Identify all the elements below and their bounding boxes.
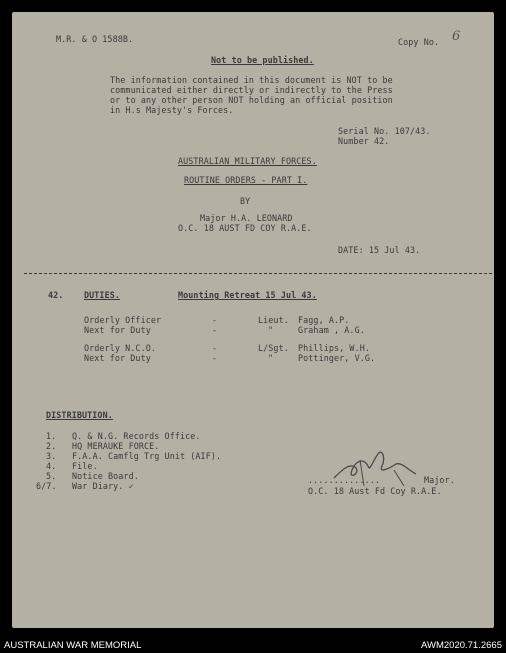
duty-dash: - — [212, 325, 218, 335]
distribution-no: 1. — [46, 431, 57, 441]
signature-leader: .............. — [308, 475, 380, 485]
force-heading: AUSTRALIAN MILITARY FORCES. — [178, 156, 317, 166]
duty-dash: - — [212, 315, 218, 325]
serial-number: Serial No. 107/43. — [338, 126, 431, 136]
duty-name: Phillips, W.H. — [298, 343, 370, 353]
distribution-no: 2. — [46, 441, 57, 451]
order-number: Number 42. — [338, 136, 390, 146]
by-label: BY — [240, 196, 251, 206]
distribution-no: 6/7. — [36, 481, 57, 491]
not-to-be-published-title: Not to be published. — [211, 55, 314, 65]
issuing-officer: Major H.A. LEONARD — [200, 213, 293, 223]
signatory-unit: O.C. 18 Aust Fd Coy R.A.E. — [308, 486, 442, 496]
archive-credit: AUSTRALIAN WAR MEMORIAL — [4, 640, 142, 651]
duty-dash: - — [212, 353, 218, 363]
duty-role: Orderly Officer — [84, 315, 162, 325]
distribution-item: Q. & N.G. Records Office. — [72, 431, 201, 441]
duty-role: Next for Duty — [84, 353, 151, 363]
item-number: 42. — [48, 290, 64, 300]
duty-rank: Lieut. — [258, 315, 289, 325]
distribution-item: F.A.A. Camflg Trg Unit (AIF). — [72, 451, 222, 461]
separator-line — [24, 273, 492, 274]
copy-number-value: 6 — [452, 29, 461, 44]
distribution-no: 5. — [46, 471, 57, 481]
duty-rank: " — [268, 325, 274, 335]
duty-rank: " — [268, 353, 274, 363]
notice-line-2: communicated either directly or indirectly to the Press — [110, 85, 393, 95]
order-date: DATE: 15 Jul 43. — [338, 245, 421, 255]
notice-line-1: The information contained in this document is NOT to be — [110, 75, 393, 85]
form-reference: M.R. & O 1588B. — [56, 34, 134, 44]
signatory-rank: Major. — [424, 475, 455, 485]
distribution-item: War Diary. ✓ — [72, 481, 134, 491]
distribution-no: 3. — [46, 451, 57, 461]
copy-number-label: Copy No. — [398, 37, 440, 47]
duty-name: Pottinger, V.G. — [298, 353, 376, 363]
notice-line-3: or to any other person NOT holding an official position — [110, 95, 393, 105]
distribution-item: Notice Board. — [72, 471, 139, 481]
duty-rank: L/Sgt. — [258, 343, 289, 353]
mounting-retreat: Mounting Retreat 15 Jul 43. — [178, 290, 317, 300]
distribution-item: HQ MERAUKE FORCE. — [72, 441, 160, 451]
duty-name: Fagg, A.P. — [298, 315, 350, 325]
distribution-no: 4. — [46, 461, 57, 471]
duty-dash: - — [212, 343, 218, 353]
distribution-item: File. — [72, 461, 98, 471]
document-page — [12, 12, 494, 628]
routine-orders-heading: ROUTINE ORDERS - PART I. — [184, 175, 308, 185]
duty-role: Next for Duty — [84, 325, 151, 335]
duties-title: DUTIES. — [84, 290, 120, 300]
archive-reference: AWM2020.71.2665 — [421, 640, 502, 651]
duty-role: Orderly N.C.O. — [84, 343, 156, 353]
notice-line-4: in H.s Majesty's Forces. — [110, 105, 234, 115]
issuing-unit: O.C. 18 AUST FD COY R.A.E. — [178, 223, 312, 233]
distribution-title: DISTRIBUTION. — [46, 410, 113, 420]
duty-name: Graham , A.G. — [298, 325, 365, 335]
